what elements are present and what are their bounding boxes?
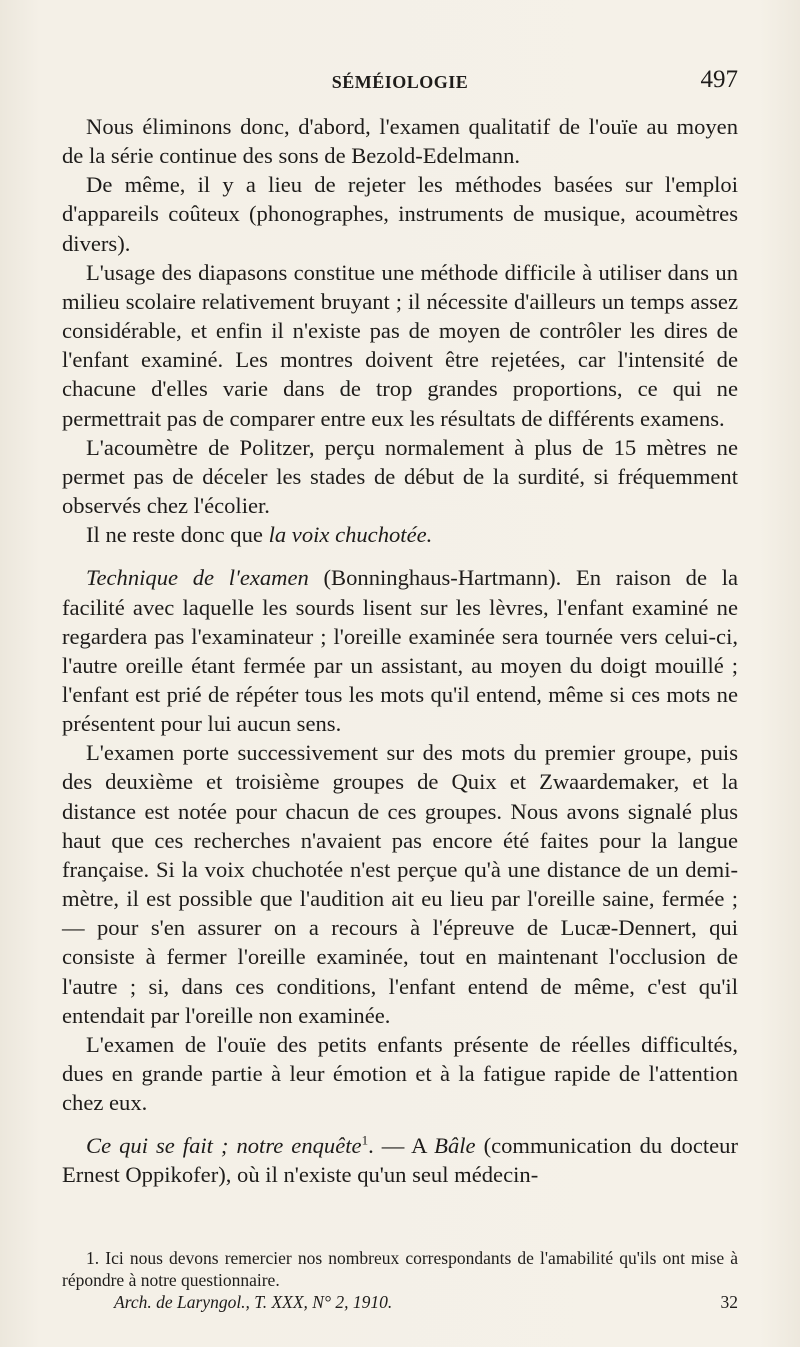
footnote-marker: 1 bbox=[361, 1132, 369, 1148]
emphasis: Bâle bbox=[434, 1133, 476, 1159]
page-number: 497 bbox=[700, 66, 738, 93]
paragraph: L'usage des diapasons constitue une méthode difficile à utiliser dans un milieu scolaire relativement bruyant ; il nécessite d'ailleurs un temps assez considérable, et enfin il n'existe pas de moyen de contrôler les dires de l'enfant examiné. Les montres doivent être rejetées, car l'intensité de chacune d'elles varie dans de trop grandes proportions, ce qui ne permettrait pas de comparer entre eux les résultats de différents examens. bbox=[62, 259, 738, 431]
paragraph bbox=[62, 563, 738, 738]
footnotes bbox=[62, 1247, 738, 1313]
paragraph: L'examen porte successivement sur des mots du premier groupe, puis des deuxième et troisième groupes de Quix et Zwaardemaker, et la distance est notée pour chacun de ces groupes. Nous avons signalé plus haut que ces recherches n'avaient pas encore été faites pour la langue française. Si la voix chuchotée n'est perçue qu'à une distance de un demi-mètre, il est possible que l'audition ait eu lieu par l'oreille saine, fermée ; — pour s'en assurer on a recours à l'épreuve de Lucæ-Dennert, qui consiste à fermer l'oreille examinée, tout en maintenant l'occlusion de l'autre ; si, dans ces conditions, l'enfant entend de même, c'est qu'il entendait par l'oreille non examinée. bbox=[62, 740, 738, 1028]
paragraph-text: (communication du docteur Ernest Oppikofer), où il n'existe qu'un seul médecin- bbox=[62, 1133, 738, 1188]
paragraph bbox=[62, 520, 738, 549]
sheet-number: 32 bbox=[720, 1292, 738, 1312]
section-heading: Technique de l'examen bbox=[86, 565, 309, 591]
footnote: 1. Ici nous devons remercier nos nombreux correspondants de l'amabilité qu'ils ont mise à répondre à notre questionnaire. bbox=[62, 1248, 738, 1290]
body-text bbox=[62, 112, 738, 1190]
paragraph-text: . — A bbox=[368, 1133, 435, 1159]
paragraph: De même, il y a lieu de rejeter les méthodes basées sur l'emploi d'appareils coûteux (phonographes, instruments de musique, acoumètres divers). bbox=[62, 172, 738, 256]
paragraph: L'examen de l'ouïe des petits enfants présente de réelles difficultés, dues en grande partie à leur émotion et à la fatigue rapide de l'attention chez eux. bbox=[62, 1031, 738, 1116]
paragraph: L'acoumètre de Politzer, perçu normalement à plus de 15 mètres ne permet pas de déceler les stades de début de la surdité, si fréquemment observés chez l'écolier. bbox=[62, 434, 738, 519]
running-title: SÉMÉIOLOGIE bbox=[331, 72, 469, 92]
paragraph: Nous éliminons donc, d'abord, l'examen qualitatif de l'ouïe au moyen de la série continue des sons de Bezold-Edelmann. bbox=[62, 114, 738, 169]
paragraph-text: (Bonninghaus-Hartmann). En raison de la facilité avec laquelle les sourds lisent sur les lèvres, l'enfant examiné ne regardera pas l'examinateur ; l'oreille examinée sera tournée vers celui-ci, l'autre oreille étant fermée par un assistant, au moyen du doigt mouillé ; l'enfant est prié de répéter tous les mots qu'il entend, même si ces mots ne présentent pour lui aucun sens. bbox=[62, 565, 738, 737]
page-header bbox=[62, 66, 738, 96]
section-heading: Ce qui se fait ; notre enquête bbox=[86, 1133, 362, 1159]
paragraph-text: Il ne reste donc que bbox=[86, 522, 269, 548]
journal-reference bbox=[62, 1291, 738, 1313]
journal-reference-text: Arch. de Laryngol., T. XXX, N° 2, 1910. bbox=[114, 1292, 393, 1312]
emphasis: la voix chuchotée. bbox=[268, 522, 433, 548]
paragraph bbox=[62, 1131, 738, 1189]
